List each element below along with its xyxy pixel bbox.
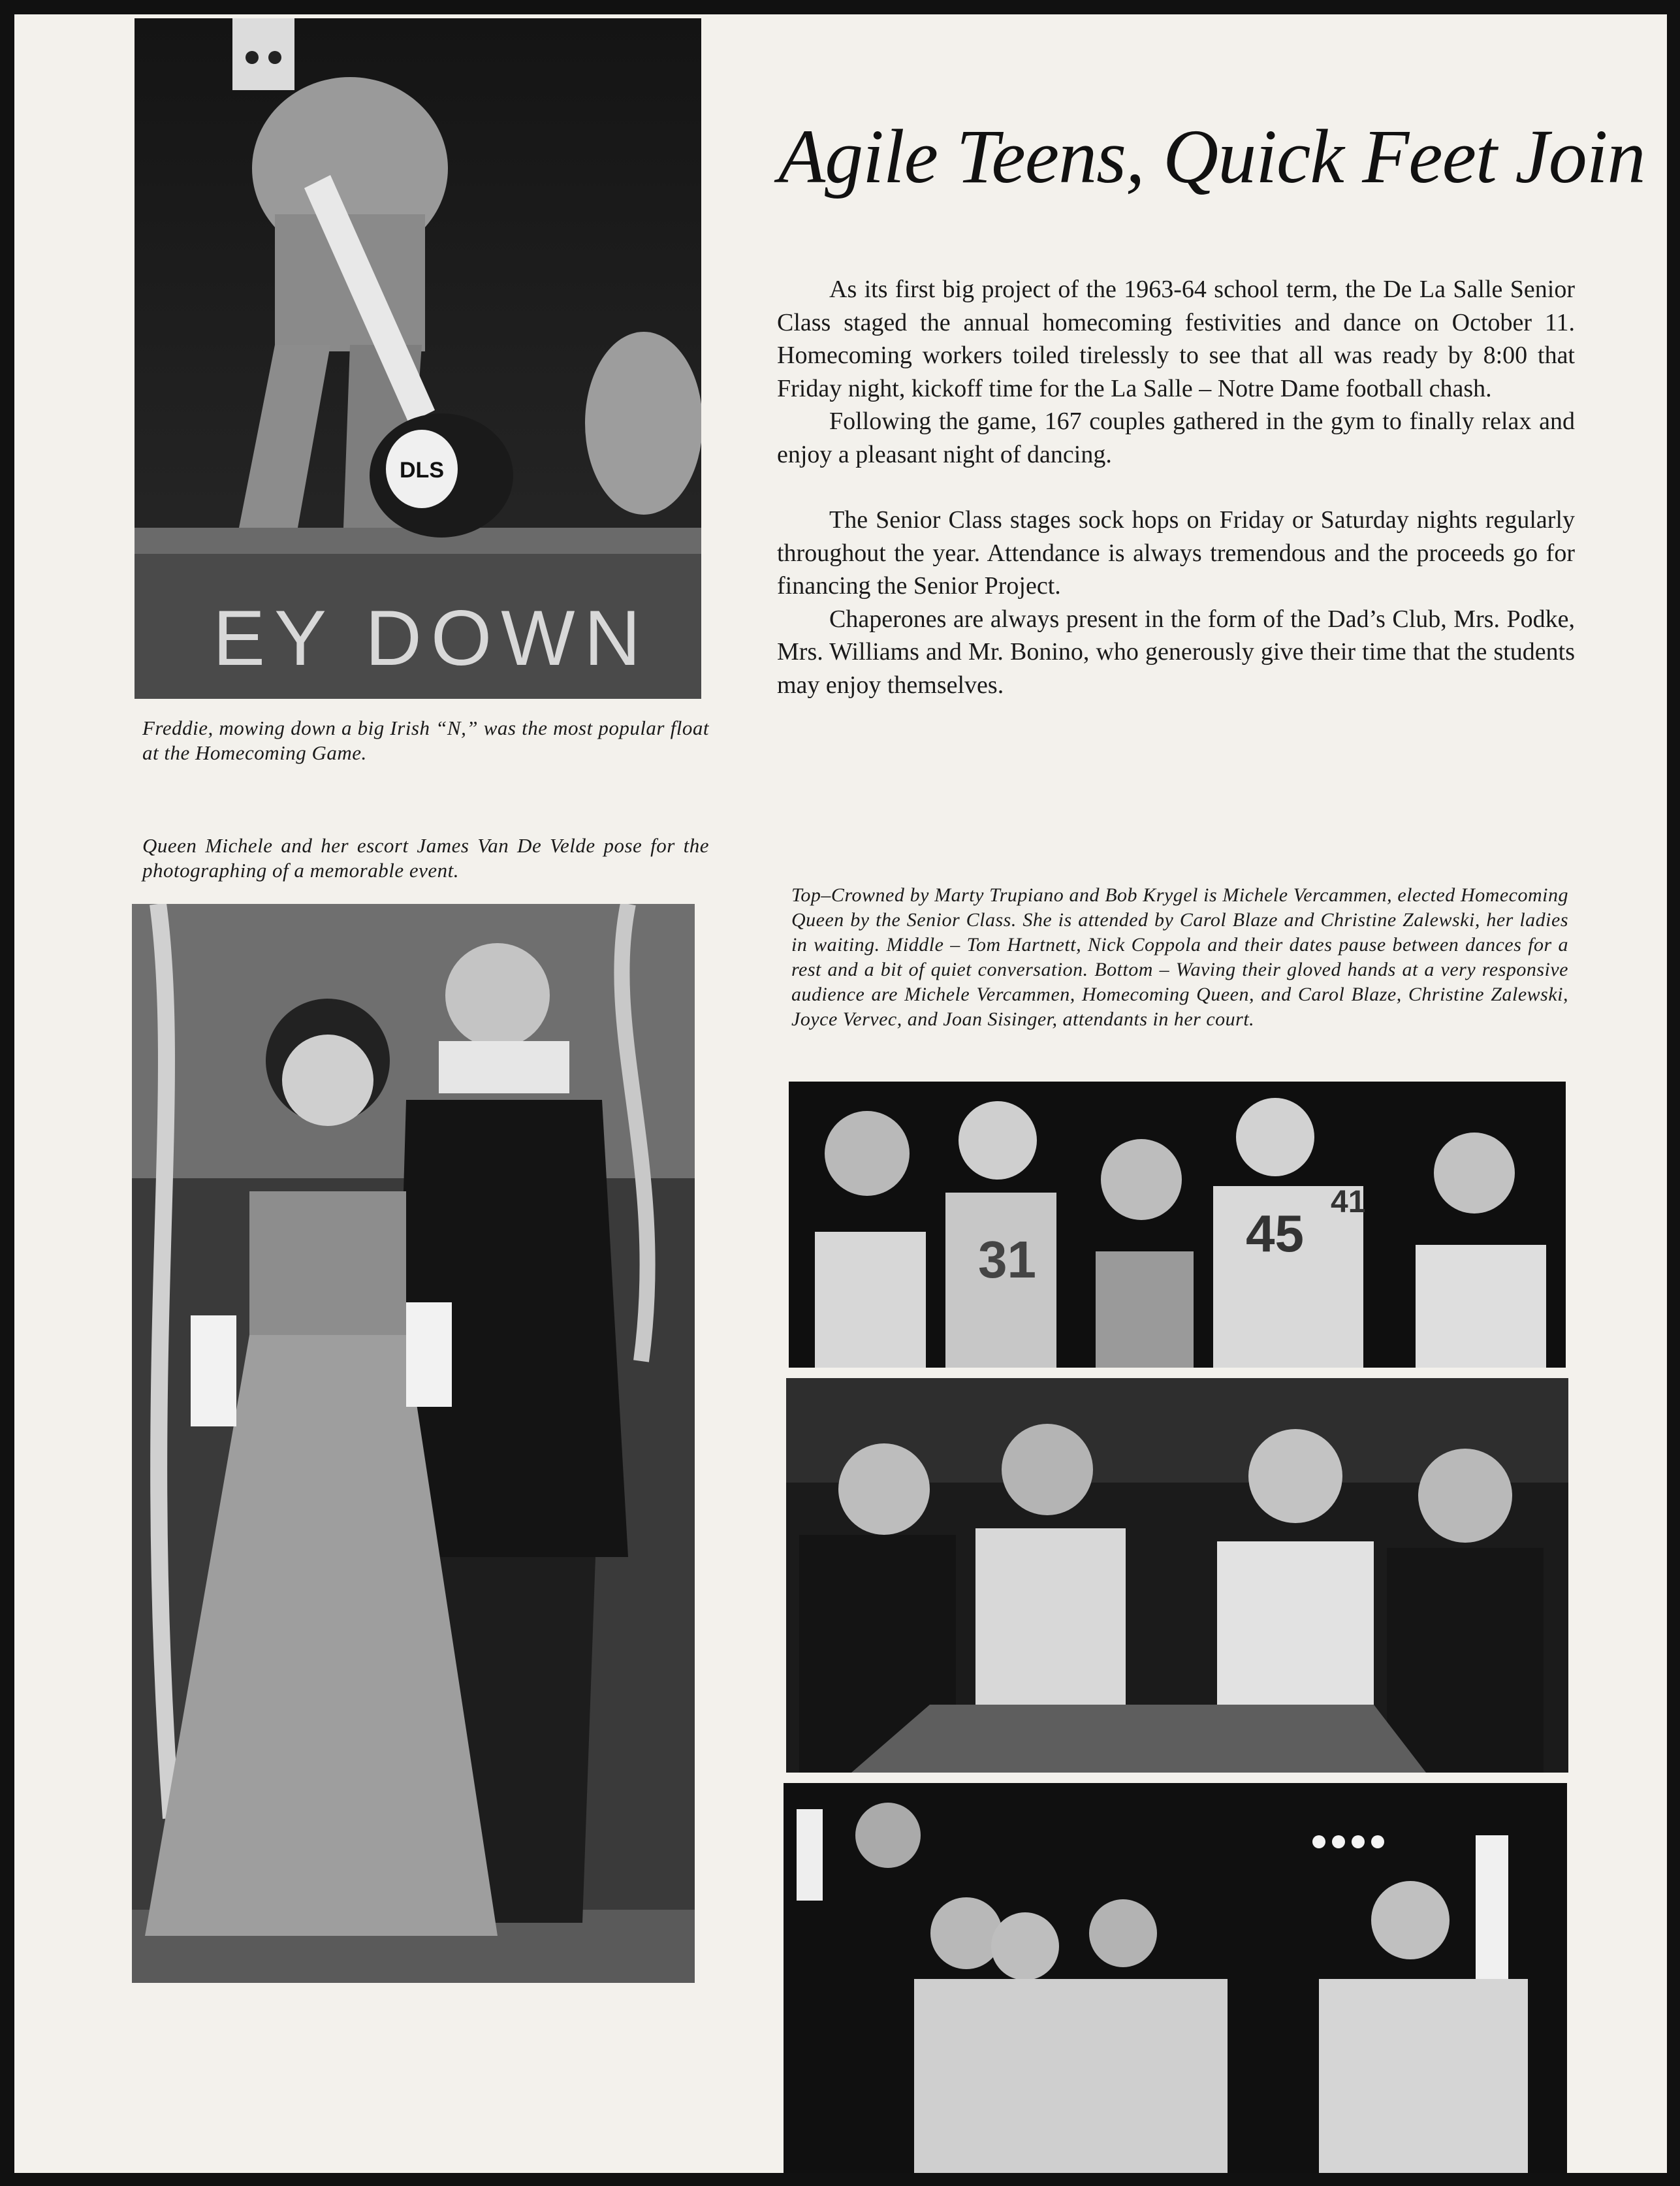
float-banner-text: EY DOWN	[213, 594, 650, 682]
jersey-number-left: 31	[978, 1230, 1036, 1289]
jersey-number-right: 45	[1246, 1204, 1304, 1262]
queen-escort-photo	[132, 904, 695, 1983]
page-title: Agile Teens, Quick Feet Join	[778, 114, 1645, 199]
yearbook-page	[14, 14, 1667, 2173]
queen-escort-illustration	[132, 904, 695, 1983]
article-paragraph: As its first big project of the 1963-64 school term, the De La Salle Senior Class staged the annual homecoming festivities and dance on October 11. Homecoming workers toiled tirelessly to see that all was ready by 8:00 that Friday night, kickoff time for the La Salle – Notre Dame football chash.	[777, 276, 1575, 402]
waving-court-photo	[784, 1783, 1567, 2173]
float-caption: Freddie, mowing down a big Irish “N,” was the most popular float at the Homecoming Game.	[142, 716, 709, 764]
jersey-number-edge: 41	[1331, 1185, 1366, 1219]
float-photo	[135, 18, 701, 699]
conversation-photo	[786, 1378, 1568, 1773]
conversation-illustration	[786, 1378, 1568, 1773]
article-paragraph: Chaperones are always present in the form of the Dad’s Club, Mrs. Podke, Mrs. Williams and Mr. Bonino, who generously give their time that the students may enjoy themselves.	[777, 605, 1575, 699]
article-paragraph: The Senior Class stages sock hops on Friday or Saturday nights regularly throughout the year. Attendance is always tremendous and the proceeds go for financing the Senior Project.	[777, 506, 1575, 600]
waving-court-illustration	[784, 1783, 1567, 2173]
article-body	[777, 273, 1575, 701]
puck-label: DLS	[400, 458, 444, 483]
queen-caption: Queen Michele and her escort James Van De Velde pose for the photographing of a memorable event.	[142, 834, 709, 882]
crowning-illustration	[789, 1082, 1566, 1368]
court-caption: Top–Crowned by Marty Trupiano and Bob Krygel is Michele Vercammen, elected Homecoming Queen by the Senior Class. She is attended by Carol Blaze and Christine Zalewski, her ladies in waiting. Middle – Tom Hartnett, Nick Coppola and their dates pause between dances for a rest and a bit of quiet conversation. Bottom – Waving their gloved hands at a very responsive audience are Michele Vercammen, Homecoming Queen, and Carol Blaze, Christine Zalewski, Joyce Vervec, and Joan Sisinger, attendants in her court.	[791, 884, 1568, 1030]
float-illustration	[135, 18, 701, 699]
article-paragraph: Following the game, 167 couples gathered in the gym to finally relax and enjoy a pleasant night of dancing.	[777, 408, 1575, 468]
crowning-photo	[789, 1082, 1566, 1368]
